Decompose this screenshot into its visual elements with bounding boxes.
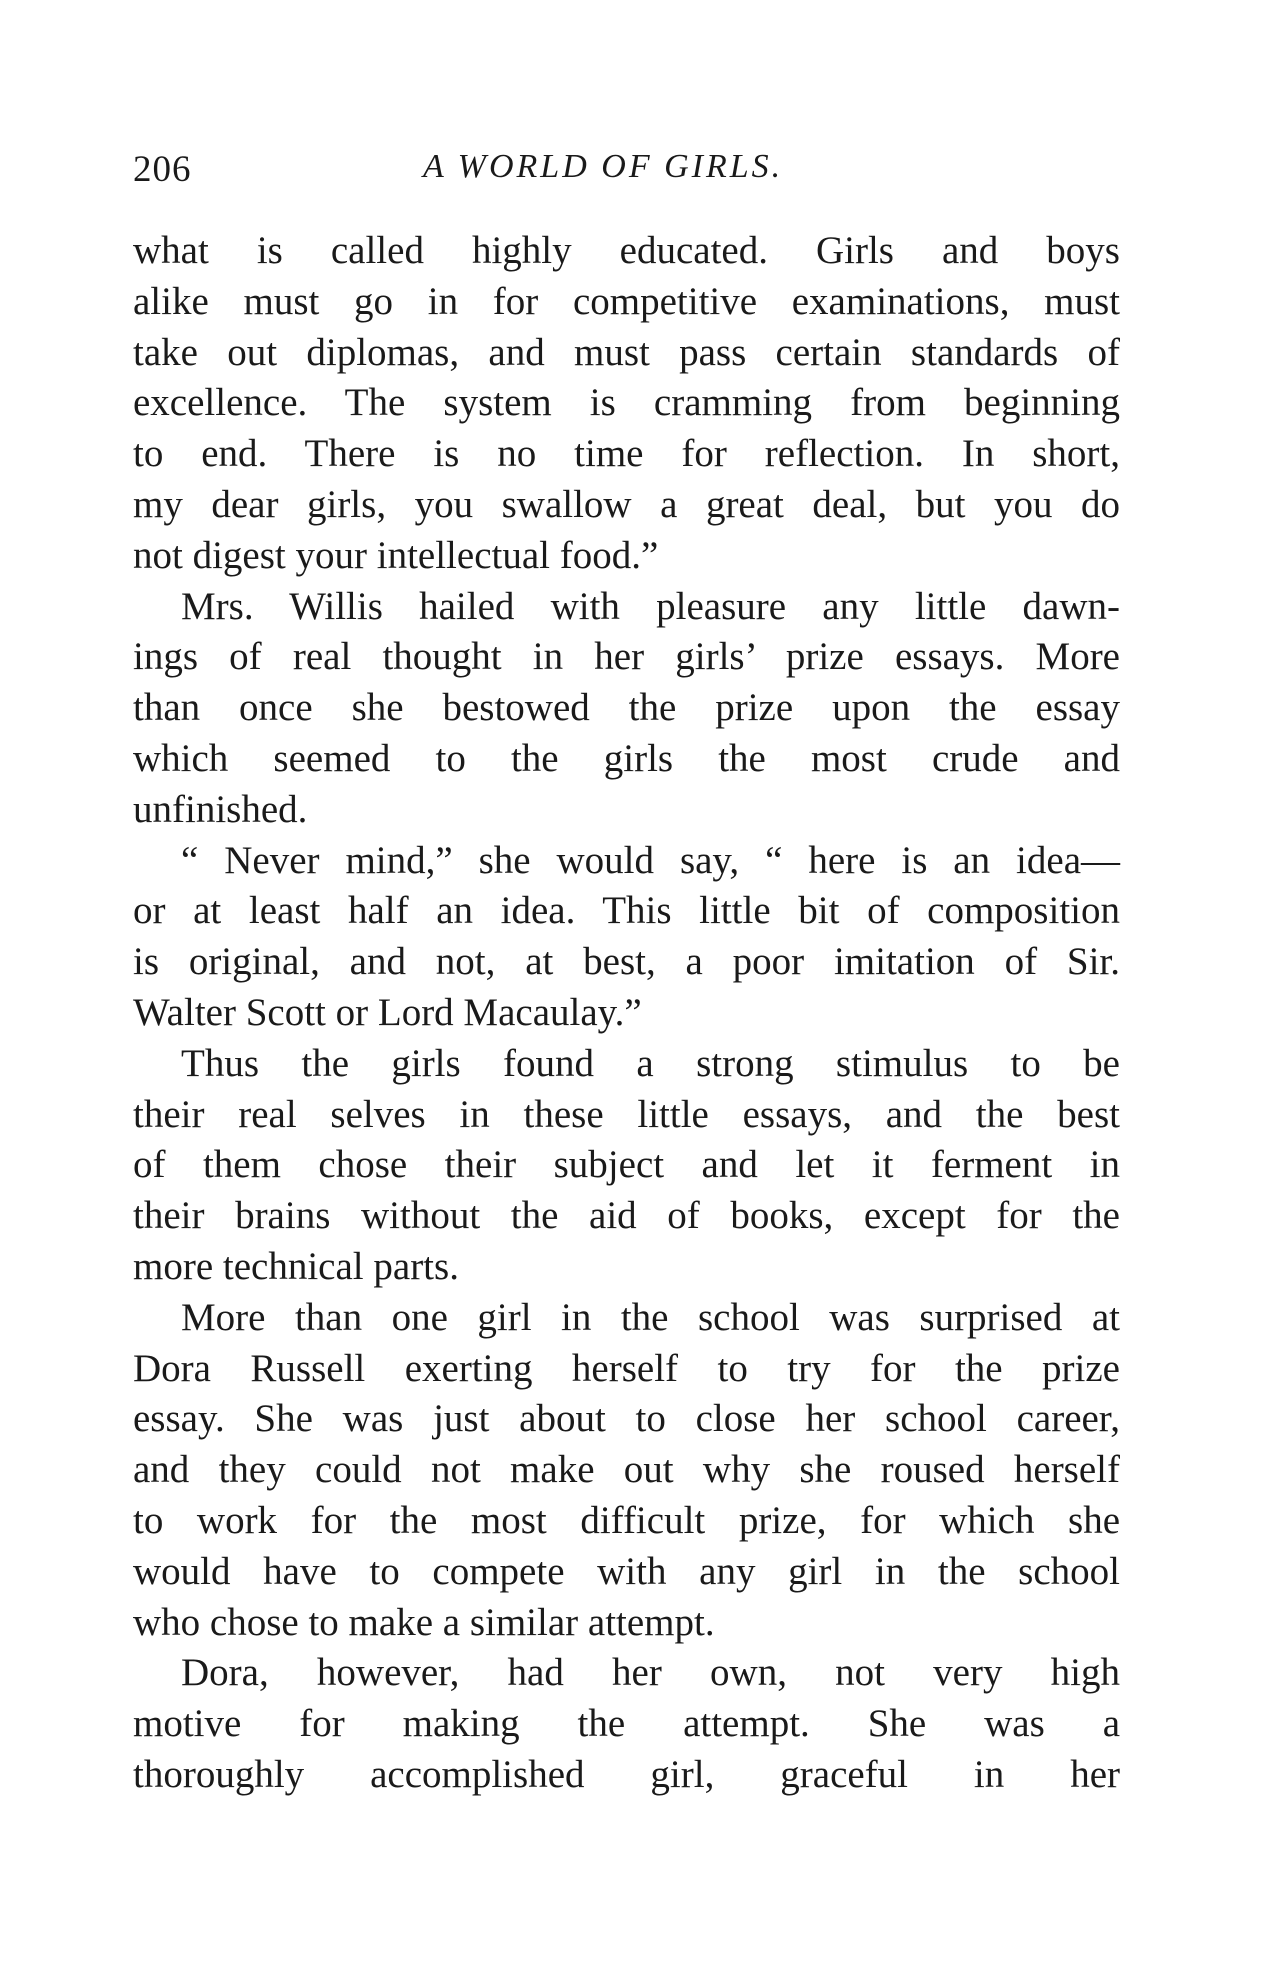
text-line: and they could not make out why she roused herself	[133, 1448, 1120, 1492]
text-line: Dora, however, had her own, not very high	[181, 1651, 1120, 1695]
text-line: who chose to make a similar attempt.	[133, 1600, 715, 1644]
text-line: thoroughly accomplished girl, graceful in her	[133, 1752, 1120, 1796]
text-line: “ Never mind,” she would say, “ here is an idea—	[181, 838, 1120, 882]
text-line: essay. She was just about to close her school career,	[133, 1397, 1120, 1441]
running-title: A WORLD OF GIRLS.	[423, 148, 784, 185]
text-line: motive for making the attempt. She was a	[133, 1702, 1120, 1746]
text-line: or at least half an idea. This little bit of composition	[133, 889, 1120, 933]
text-line: my dear girls, you swallow a great deal, but you do	[133, 482, 1120, 526]
text-line: More than one girl in the school was surprised at	[181, 1295, 1120, 1339]
text-line: unfinished.	[133, 787, 308, 831]
page-number: 206	[133, 149, 192, 190]
text-line: which seemed to the girls the most crude and	[133, 736, 1120, 780]
text-line: Dora Russell exerting herself to try for the prize	[133, 1346, 1120, 1390]
page-header	[133, 148, 1120, 198]
text-line: ings of real thought in her girls’ prize essays. More	[133, 635, 1120, 679]
text-line: take out diplomas, and must pass certain standards of	[133, 330, 1120, 374]
text-line: what is called highly educated. Girls and boys	[133, 229, 1120, 272]
text-line: of them chose their subject and let it ferment in	[133, 1143, 1120, 1187]
body-text	[133, 226, 1120, 1801]
text-line: alike must go in for competitive examinations, must	[133, 279, 1120, 323]
text-line: than once she bestowed the prize upon the essay	[133, 686, 1120, 730]
text-line: Mrs. Willis hailed with pleasure any little dawn-	[181, 584, 1120, 628]
text-line: more technical parts.	[133, 1244, 459, 1288]
text-line: Thus the girls found a strong stimulus to be	[181, 1041, 1120, 1085]
text-line: is original, and not, at best, a poor imitation of Sir.	[133, 940, 1120, 984]
text-line: their brains without the aid of books, except for the	[133, 1194, 1120, 1238]
text-line: excellence. The system is cramming from beginning	[133, 381, 1120, 425]
text-line: not digest your intellectual food.”	[133, 533, 659, 577]
text-line: to work for the most difficult prize, for which she	[133, 1498, 1120, 1542]
text-line: Walter Scott or Lord Macaulay.”	[133, 990, 642, 1034]
text-line: would have to compete with any girl in the school	[133, 1549, 1120, 1593]
text-line: to end. There is no time for reflection. In short,	[133, 432, 1120, 476]
text-line: their real selves in these little essays, and the best	[133, 1092, 1120, 1136]
